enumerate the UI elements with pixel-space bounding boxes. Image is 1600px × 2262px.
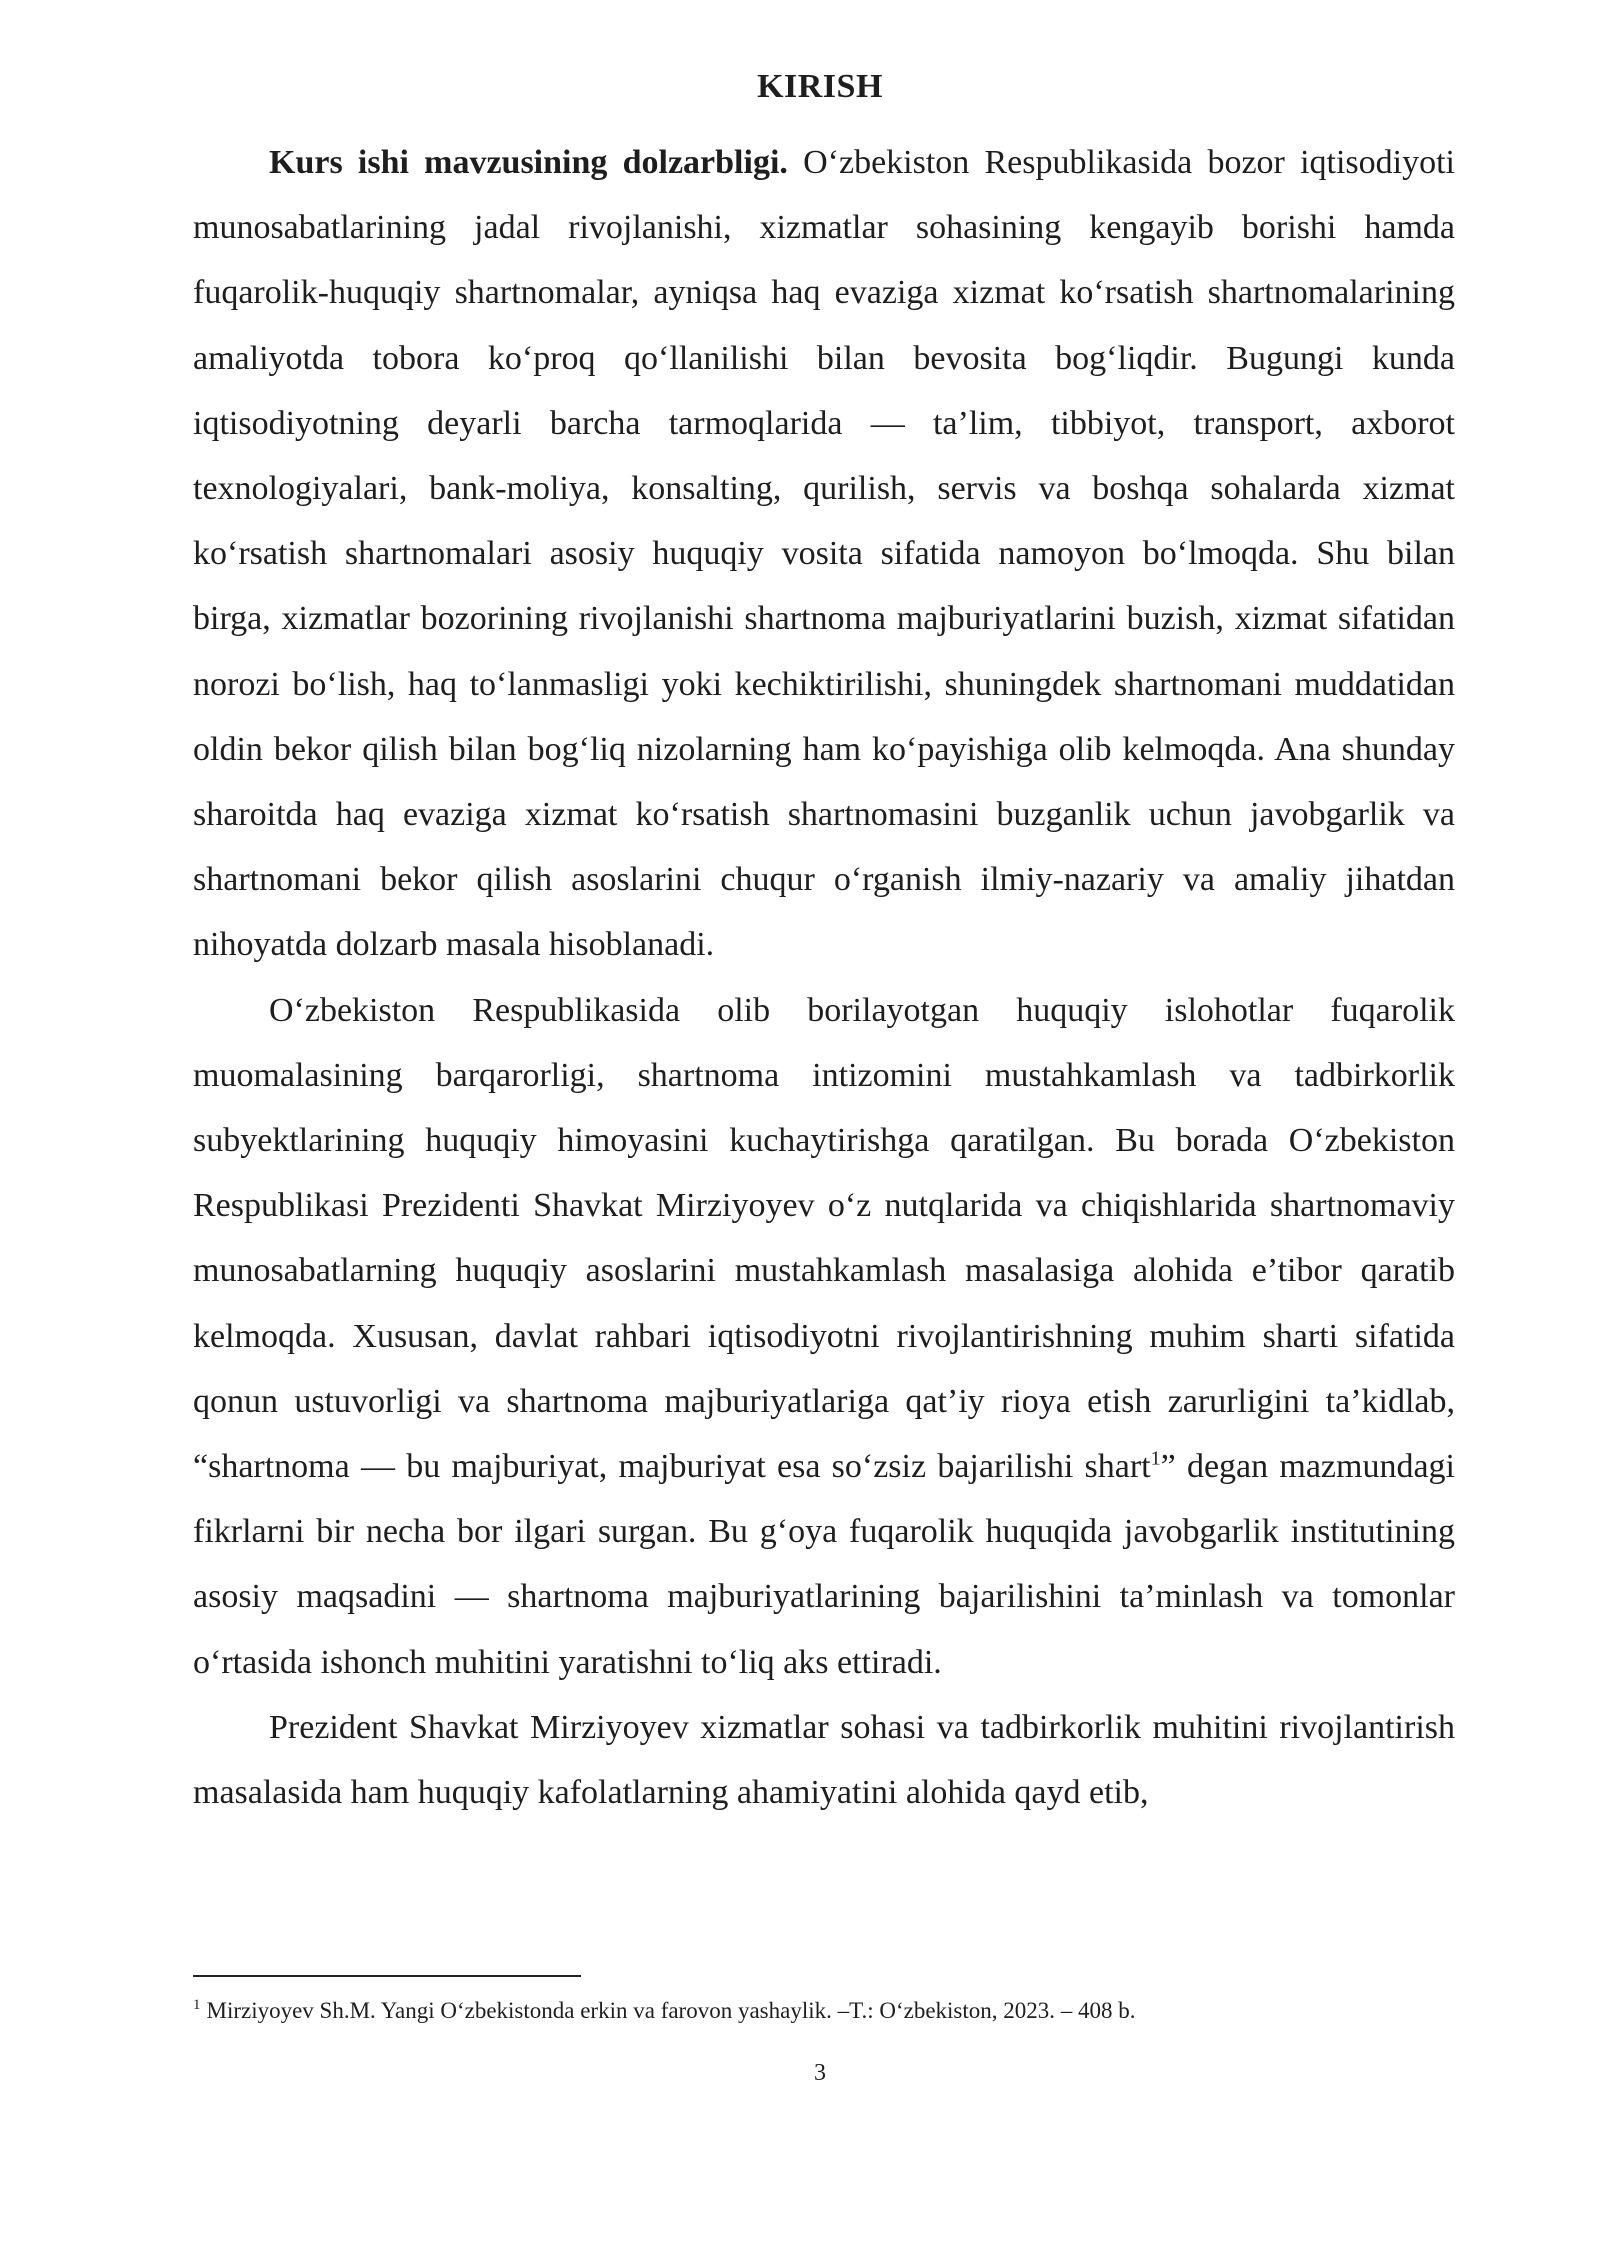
paragraph-lead: Kurs ishi mavzusining dolzarbligi. <box>269 144 788 181</box>
body-text <box>193 130 1455 1825</box>
paragraph-president <box>193 1695 1455 1825</box>
paragraph-reforms <box>193 978 1455 1695</box>
footnote-number: 1 <box>193 1997 201 2014</box>
paragraph-text: O‘zbekiston Respublikasida bozor iqtisodiyoti munosabatlarining jadal rivojlanishi, xizmatlar sohasining kengayib borishi hamda fuqarolik-huquqiy shartnomalar, ayniqsa haq evaziga xizmat ko‘rsatish shartnomalarining amaliyotda tobora ko‘proq qo‘llanilishi bilan bevosita bog‘liqdir. Bugungi kunda iqtisodiyotning deyarli barcha tarmoqlarida — ta’lim, tibbiyot, transport, axborot texnologiyalari, bank-moliya, konsalting, qurilish, servis va boshqa sohalarda xizmat ko‘rsatish shartnomalari asosiy huquqiy vosita sifatida namoyon bo‘lmoqda. Shu bilan birga, xizmatlar bozorining rivojlanishi shartnoma majburiyatlarini buzish, xizmat sifatidan norozi bo‘lish, haq to‘lanmasligi yoki kechiktirilishi, shuningdek shartnomani muddatidan oldin bekor qilish bilan bog‘liq nizolarning ham ko‘payishiga olib kelmoqda. Ana shunday sharoitda haq evaziga xizmat ko‘rsatish shartnomasini buzganlik uchun javobgarlik va shartnomani bekor qilish asoslarini chuqur o‘rganish ilmiy-nazariy va amaliy jihatdan nihoyatda dolzarb masala hisoblanadi. <box>193 144 1455 964</box>
footnote <box>193 1996 1455 2026</box>
paragraph-text-before-ref: O‘zbekiston Respublikasida olib borilayotgan huquqiy islohotlar fuqarolik muomalasining barqarorligi, shartnoma intizomini mustahkamlash va tadbirkorlik subyektlarining huquqiy himoyasini kuchaytirishga qaratilgan. Bu borada O‘zbekiston Respublikasi Prezidenti Shavkat Mirziyoyev o‘z nutqlarida va chiqishlarida shartnomaviy munosabatlarning huquqiy asoslarini mustahkamlash masalasiga alohida e’tibor qaratib kelmoqda. Xususan, davlat rahbari iqtisodiyotni rivojlantirishning muhim sharti sifatida qonun ustuvorligi va shartnoma majburiyatlariga qat’iy rioya etish zarurligini ta’kidlab, “shartnoma — bu majburiyat, majburiyat esa so‘zsiz bajarilishi shart <box>193 991 1455 1486</box>
footnote-divider <box>193 1975 581 1977</box>
page-number: 3 <box>814 2060 826 2086</box>
paragraph-text-after-ref: ” degan mazmundagi fikrlarni bir necha bor ilgari surgan. Bu g‘oya fuqarolik huquqida javobgarlik institutining asosiy maqsadini — shartnoma majburiyatlarining bajarilishini ta’minlash va tomonlar o‘rtasida ishonch muhitini yaratishni to‘liq aks ettiradi. <box>193 1448 1455 1681</box>
paragraph-text: Prezident Shavkat Mirziyoyev xizmatlar sohasi va tadbirkorlik muhitini rivojlantirish masalasida ham huquqiy kafolatlarning ahamiyatini alohida qayd etib, <box>193 1708 1455 1812</box>
section-heading: KIRISH <box>757 68 883 105</box>
paragraph-relevance <box>193 130 1455 978</box>
footnote-reference[interactable]: 1 <box>1150 1447 1161 1470</box>
footnote-text: Mirziyoyev Sh.M. Yangi O‘zbekistonda erkin va farovon yashaylik. –T.: O‘zbekiston, 2023. – 408 b. <box>206 1998 1136 2023</box>
